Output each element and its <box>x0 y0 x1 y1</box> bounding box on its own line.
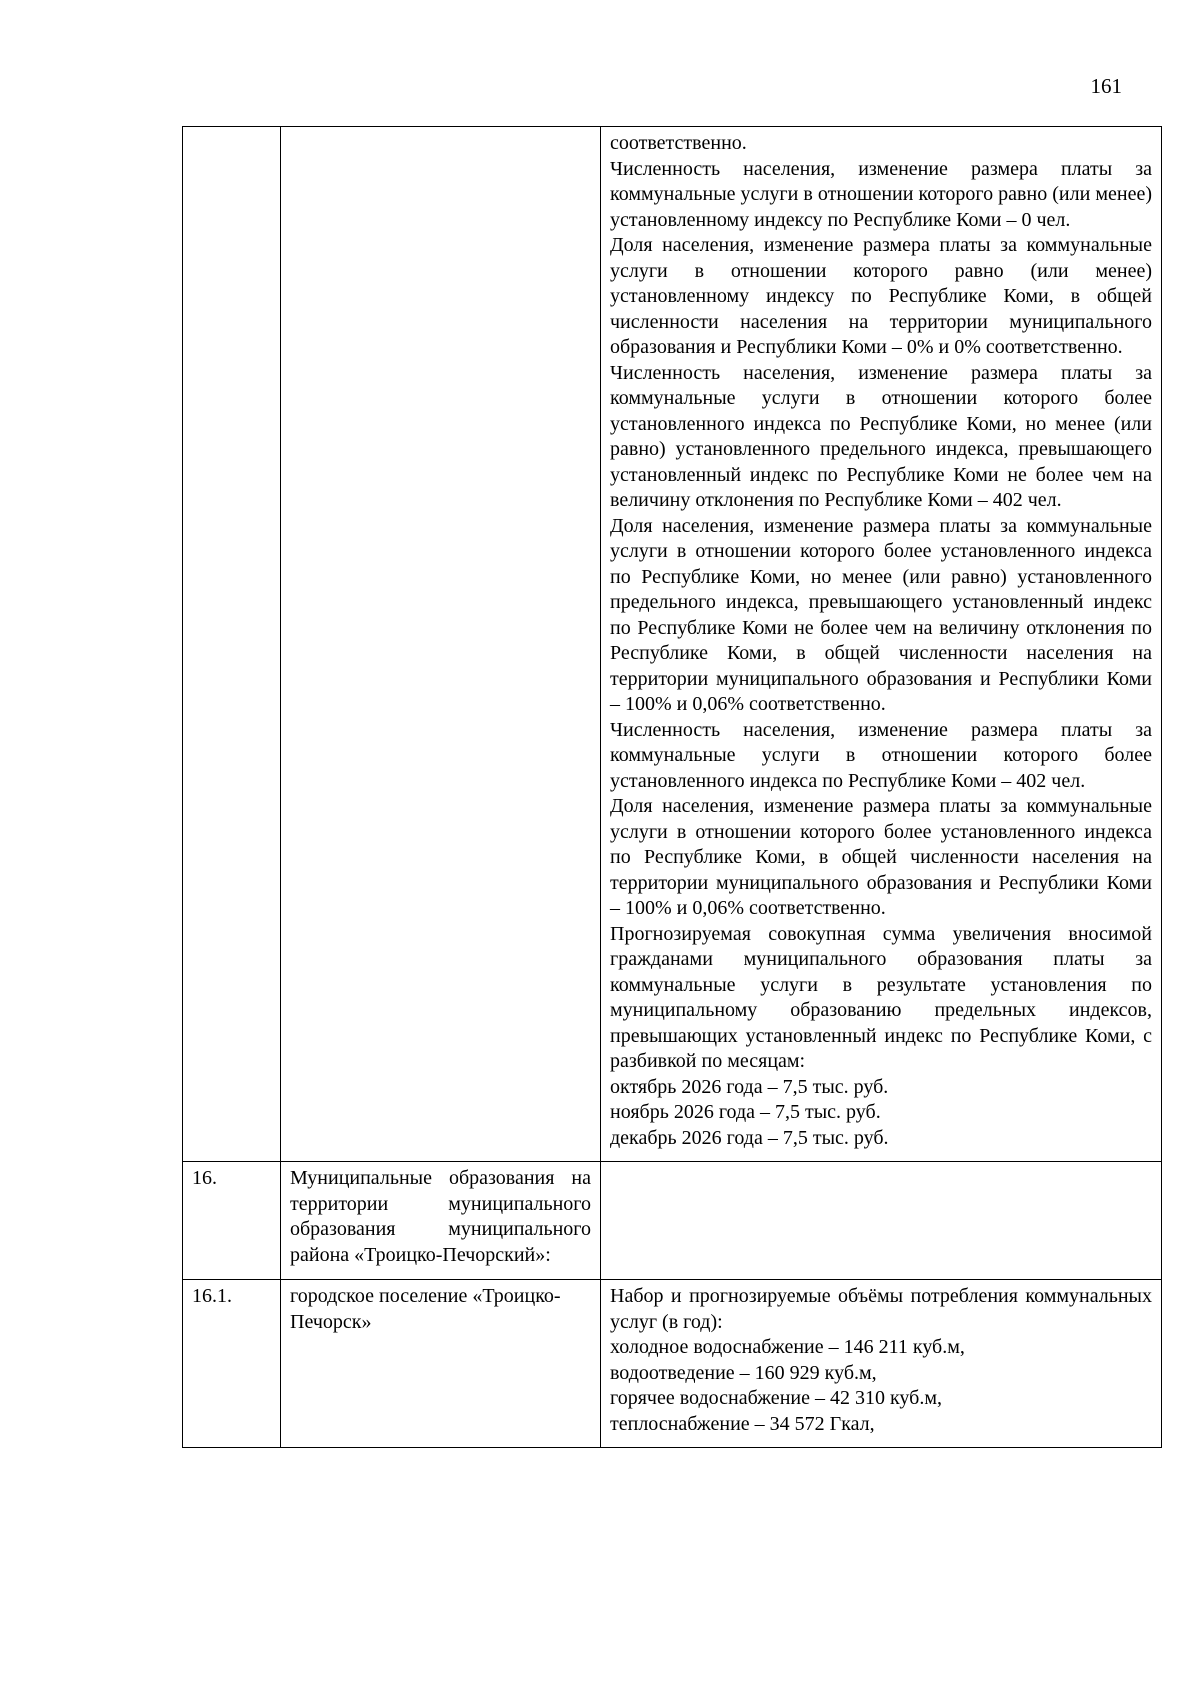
paragraph: Прогнозируемая совокупная сумма увеличения вносимой гражданами муниципального образования платы за коммунальные услуги в результате установления по муниципальному образованию предельных индексов, превышающих установленный индекс по Республике Коми, с разбивкой по месяцам: <box>610 922 1152 1072</box>
consumption-line: горячее водоснабжение – 42 310 куб.м, <box>610 1387 942 1409</box>
table-row <box>183 1162 1162 1280</box>
description-cell <box>601 1162 1162 1280</box>
paragraph: Набор и прогнозируемые объёмы потребления коммунальных услуг (в год): <box>610 1285 1152 1333</box>
monthly-amount-line: декабрь 2026 года – 7,5 тыс. руб. <box>610 1126 889 1149</box>
paragraph: соответственно. <box>610 132 747 154</box>
paragraph: Численность населения, изменение размера платы за коммунальные услуги в отношении которого более установленного индекса по Республике Коми, но менее (или равно) установленного предельного индекса, превышающего установленный индекс по Республике Коми не более чем на величину отклонения по Республике Коми – 402 чел. <box>610 361 1152 511</box>
document-table <box>182 126 1162 1448</box>
municipality-name-cell <box>281 127 601 1162</box>
paragraph: Доля населения, изменение размера платы за коммунальные услуги в отношении которого равно (или менее) установленному индексу по Республике Коми, в общей численности населения на территории муниципального образования и Республики Коми – 0% и 0% соответственно. <box>610 234 1152 358</box>
description-cell <box>601 1280 1162 1448</box>
paragraph: Численность населения, изменение размера платы за коммунальные услуги в отношении которого более установленного индекса по Республике Коми – 402 чел. <box>610 718 1152 792</box>
paragraph: Доля населения, изменение размера платы за коммунальные услуги в отношении которого более установленного индекса по Республике Коми, но менее (или равно) установленного предельного индекса, превышающего установленный индекс по Республике Коми не более чем на величину отклонения по Республике Коми, в общей численности населения на территории муниципального образования и Республики Коми – 100% и 0,06% соответственно. <box>610 514 1152 715</box>
row-number-cell: 16.1. <box>183 1280 281 1448</box>
row-number-cell: 16. <box>183 1162 281 1280</box>
consumption-line: холодное водоснабжение – 146 211 куб.м, <box>610 1336 965 1358</box>
monthly-amount-line: октябрь 2026 года – 7,5 тыс. руб. <box>610 1075 889 1098</box>
table-row <box>183 1280 1162 1448</box>
monthly-amount-line: ноябрь 2026 года – 7,5 тыс. руб. <box>610 1101 881 1123</box>
consumption-line: теплоснабжение – 34 572 Гкал, <box>610 1412 875 1435</box>
paragraph: Доля населения, изменение размера платы за коммунальные услуги в отношении которого более установленного индекса по Республике Коми, в общей численности населения на территории муниципального образования и Республики Коми – 100% и 0,06% соответственно. <box>610 795 1152 919</box>
municipality-name-cell: Муниципальные образования на территории муниципального образования муниципального района «Троицко-Печорский»: <box>281 1162 601 1280</box>
municipality-name-cell: городское поселение «Троицко-Печорск» <box>281 1280 601 1448</box>
paragraph: Численность населения, изменение размера платы за коммунальные услуги в отношении которого равно (или менее) установленному индексу по Республике Коми – 0 чел. <box>610 157 1152 231</box>
consumption-line: водоотведение – 160 929 куб.м, <box>610 1361 877 1384</box>
page-number: 161 <box>1090 74 1122 98</box>
row-number-cell <box>183 127 281 1162</box>
table-row <box>183 127 1162 1162</box>
description-cell <box>601 127 1162 1162</box>
